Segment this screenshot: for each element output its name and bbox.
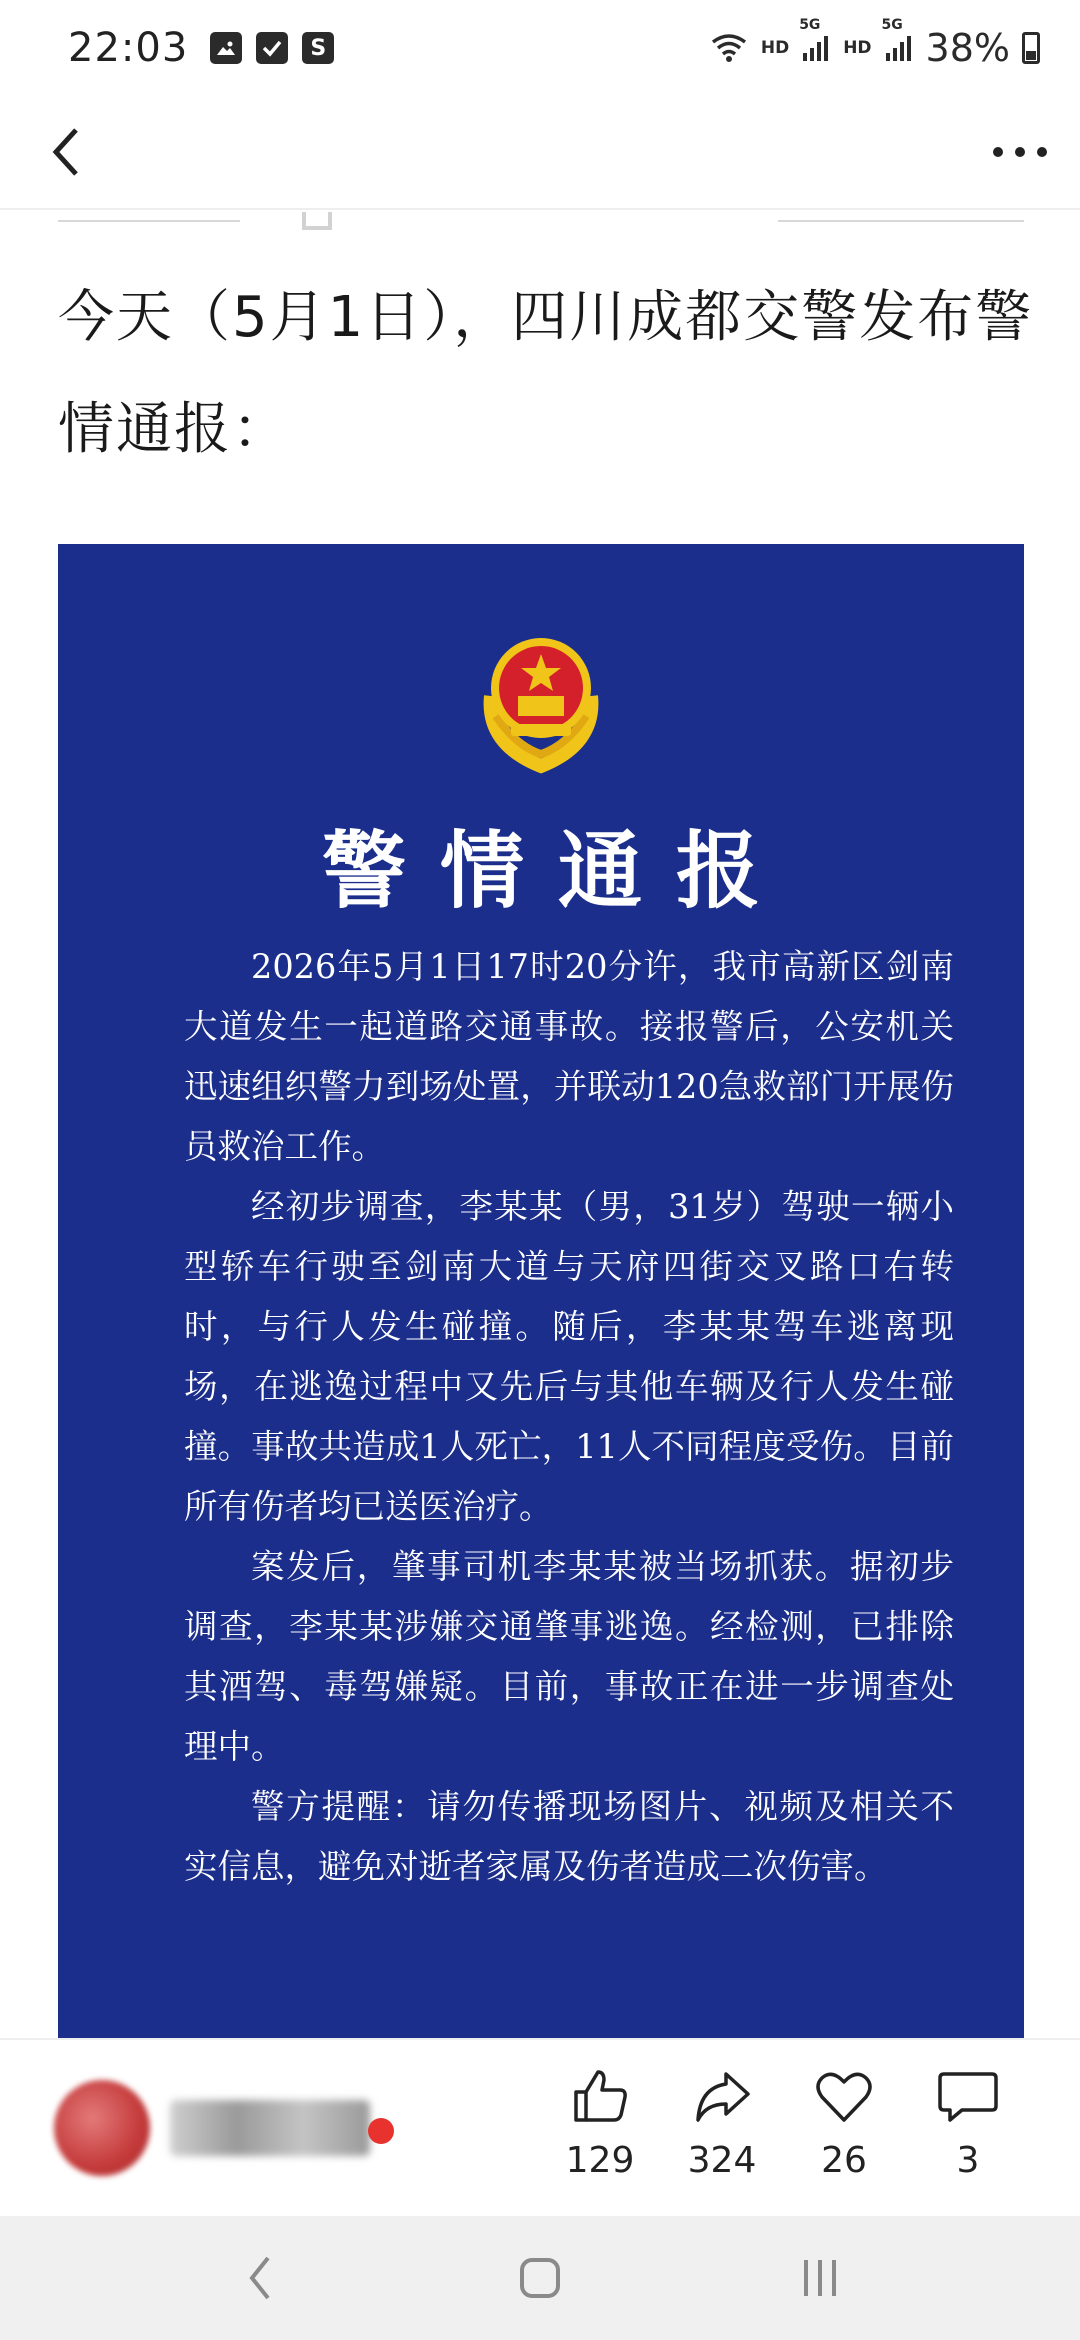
verified-badge — [368, 2118, 394, 2144]
system-recents-button[interactable] — [780, 2238, 860, 2318]
status-time: 22:03 — [68, 25, 189, 71]
battery-icon — [1022, 32, 1040, 64]
hd-label: HD — [843, 38, 872, 58]
police-emblem-icon — [466, 626, 616, 776]
wifi-icon — [709, 32, 749, 64]
heart-icon — [814, 2066, 874, 2126]
system-back-button[interactable] — [220, 2238, 300, 2318]
back-arrow-icon — [50, 126, 82, 178]
share-button[interactable] — [672, 2066, 772, 2181]
share-arrow-icon — [692, 2066, 752, 2126]
bulletin-image[interactable] — [58, 544, 1024, 2038]
top-nav — [0, 96, 1080, 210]
battery-percent: 38% — [925, 26, 1010, 70]
like-button[interactable] — [550, 2066, 650, 2181]
check-icon — [256, 32, 288, 64]
author-name-blurred[interactable] — [170, 2100, 370, 2156]
comment-count: 3 — [956, 2140, 980, 2181]
system-nav-bar — [0, 2216, 1080, 2340]
bulletin-title: 警情通报 — [321, 821, 794, 920]
thumbs-up-icon — [570, 2066, 630, 2126]
action-bar — [0, 2038, 1080, 2216]
share-count: 324 — [687, 2140, 757, 2181]
more-options-button[interactable] — [990, 122, 1050, 182]
favorite-button[interactable] — [794, 2066, 894, 2181]
back-button[interactable] — [36, 122, 96, 182]
recents-icon — [798, 2256, 842, 2300]
chevron-left-icon — [246, 2254, 274, 2302]
system-home-button[interactable] — [500, 2238, 580, 2318]
status-indicators — [709, 17, 1040, 70]
favorite-count: 26 — [821, 2140, 867, 2181]
comment-bubble-icon — [938, 2066, 998, 2126]
bulletin-paragraph: 警方提醒：请勿传播现场图片、视频及相关不实信息，避免对逝者家属及伤者造成二次伤害。 — [184, 1787, 954, 1886]
s-app-icon: S — [302, 32, 334, 64]
more-icon — [992, 146, 1048, 158]
hd-label: HD — [760, 38, 790, 58]
bulletin-paragraph: 案发后，肇事司机李某某被当场抓获。据初步调查，李某某涉嫌交通肇事逃逸。经检测，已排除其酒驾、毒驾嫌疑。目前，事故正在进一步调查处理中。 — [184, 1547, 954, 1766]
divider — [58, 220, 240, 222]
signal-icon — [799, 17, 831, 63]
divider — [778, 220, 1024, 222]
comment-button[interactable] — [918, 2066, 1018, 2181]
status-bar — [0, 0, 1080, 96]
author-avatar[interactable] — [54, 2080, 150, 2176]
network-label: 5G — [881, 17, 903, 33]
image-icon — [210, 32, 242, 64]
notification-icons — [210, 32, 334, 64]
home-square-icon — [518, 2256, 562, 2300]
like-count: 129 — [565, 2140, 635, 2181]
bulletin-body — [184, 937, 954, 1897]
network-label: 5G — [799, 17, 821, 33]
article-content[interactable] — [0, 212, 1080, 2038]
bulletin-paragraph: 经初步调查，李某某（男，31岁）驾驶一辆小型轿车行驶至剑南大道与天府四街交叉路口右转时，与行人发生碰撞。随后，李某某驾车逃离现场，在逃逸过程中又先后与其他车辆及行人发生碰撞。事故共造成1人死亡，11人不同程度受伤。目前所有伤者均已送医治疗。 — [184, 1187, 954, 1526]
bulletin-paragraph: 2026年5月1日17时20分许，我市高新区剑南大道发生一起道路交通事故。接报警后，公安机关迅速组织警力到场处置，并联动120急救部门开展伤员救治工作。 — [184, 947, 954, 1166]
article-headline: 今天（5月1日），四川成都交警发布警情通报： — [58, 285, 1034, 462]
follow-banner — [58, 212, 1024, 236]
banner-icon — [302, 212, 332, 230]
signal-icon — [881, 17, 914, 63]
